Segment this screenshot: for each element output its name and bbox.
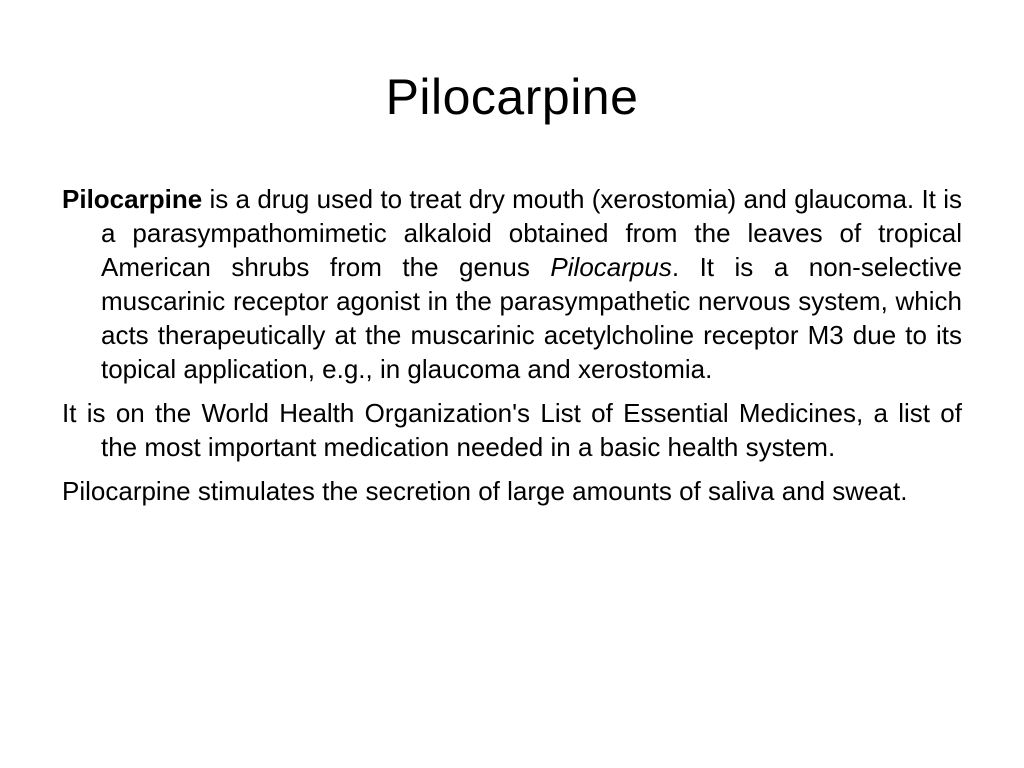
- paragraph-3: Pilocarpine stimulates the secretion of large amounts of saliva and sweat.: [62, 476, 908, 506]
- slide-body: [62, 182, 962, 518]
- paragraph-1: [62, 182, 962, 386]
- paragraph-1-text-before-italic: is a drug used to treat dry mouth (xerostomia) and glaucoma. It is a parasympathomimetic alkaloid obtained from the leaves of tropical American shrubs from the genus: [101, 184, 962, 282]
- paragraph-1-lead-bold: Pilocarpine: [62, 184, 203, 214]
- paragraph-1-italic-genus: Pilocarpus: [550, 252, 672, 282]
- paragraph-2: It is on the World Health Organization's List of Essential Medicines, a list of the most important medication needed in a basic health system.: [62, 398, 962, 462]
- slide-title: Pilocarpine: [385, 69, 639, 125]
- paragraph-1-text-after-italic: . It is a non-selective muscarinic receptor agonist in the parasympathetic nervous system, which acts therapeutically at the muscarinic acetylcholine receptor M3 due to its topical application, e.g., in glaucoma and xerostomia.: [101, 252, 962, 384]
